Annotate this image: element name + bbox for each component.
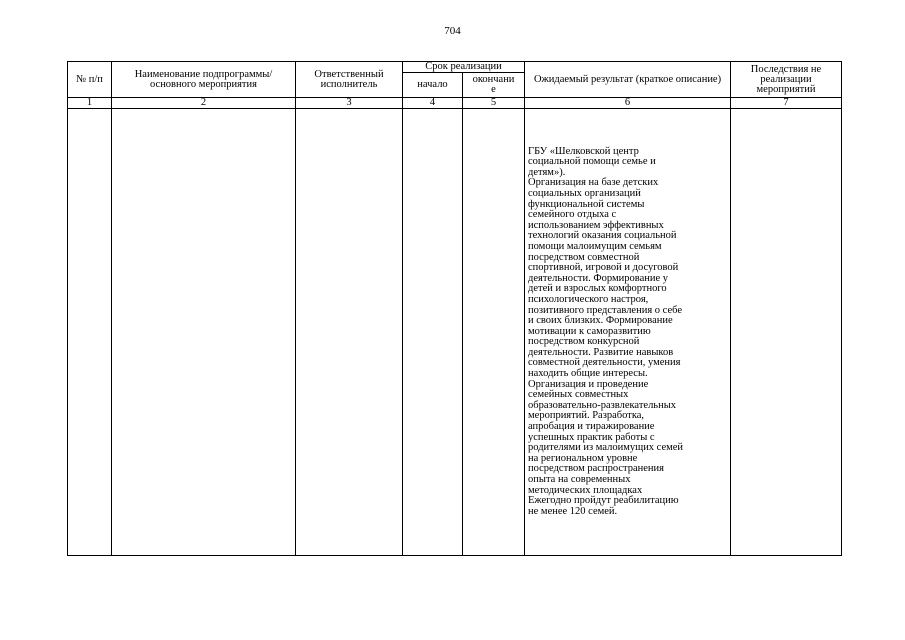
result-text-line: Организация и проведение <box>528 378 649 390</box>
result-text-line: не менее 120 семей. <box>528 505 618 517</box>
page-number: 704 <box>444 25 461 37</box>
cell-result <box>525 109 731 556</box>
result-text-line: находить общие интересы. <box>528 368 648 380</box>
header-end-line: е <box>491 84 496 95</box>
column-number: 2 <box>112 98 296 109</box>
cell-num <box>68 109 112 556</box>
result-text-line: позитивного представления о себе <box>528 304 682 316</box>
column-number: 3 <box>296 98 403 109</box>
result-text-line: опыта на современных <box>528 474 631 486</box>
result-text-line: апробация и тиражирование <box>528 421 655 433</box>
program-table <box>67 61 842 556</box>
result-text-line: социальных организаций <box>528 187 641 199</box>
result-text-line: использованием эффективных <box>528 219 664 231</box>
result-text-line: спортивной, игровой и досуговой <box>528 262 679 274</box>
column-number-row <box>68 98 842 109</box>
column-number: 4 <box>403 98 463 109</box>
result-text-line: посредством совместной <box>528 251 640 263</box>
result-text-line: психологического настроя, <box>528 293 649 305</box>
header-period: Срок реализации <box>403 62 525 73</box>
result-text-line: посредством конкурсной <box>528 336 640 348</box>
cell-start <box>403 109 463 556</box>
header-result: Ожидаемый результат (краткое описание) <box>525 62 731 98</box>
cell-executor <box>296 109 403 556</box>
result-text-line: деятельности. Развитие навыков <box>528 346 674 358</box>
result-text-line: функциональной системы <box>528 198 645 210</box>
result-text-line: Организация на базе детских <box>528 177 659 189</box>
result-text-line: детей и взрослых комфортного <box>528 283 667 295</box>
result-text-line: семейных совместных <box>528 389 629 401</box>
column-number: 1 <box>68 98 112 109</box>
result-text-line: деятельности. Формирование у <box>528 272 669 284</box>
header-end-line: окончани <box>472 74 515 85</box>
result-text-line: успешных практик работы с <box>528 431 655 443</box>
header-start: начало <box>403 73 463 98</box>
result-text-line: образовательно-развлекательных <box>528 399 677 411</box>
column-number: 5 <box>463 98 525 109</box>
result-text-line: совместной деятельности, умения <box>528 357 681 369</box>
result-text-line: и своих близких. Формирование <box>528 315 673 327</box>
column-number: 6 <box>525 98 731 109</box>
result-text-line: семейного отдыха с <box>528 209 617 221</box>
cell-consequences <box>731 109 842 556</box>
column-number: 7 <box>731 98 842 109</box>
table-row <box>68 109 842 556</box>
header-executor: Ответственный исполнитель <box>296 62 403 98</box>
header-consequences: Последствия не реализации мероприятий <box>731 62 842 98</box>
result-text-line: Ежегодно пройдут реабилитацию <box>528 495 679 507</box>
result-text-line: на региональном уровне <box>528 452 638 464</box>
result-text-line: ГБУ «Шелковской центр <box>528 145 639 157</box>
result-text-line: детям»). <box>528 166 566 178</box>
cell-name <box>112 109 296 556</box>
header-end <box>463 73 525 98</box>
result-text-line: технологий оказания социальной <box>528 230 677 242</box>
result-text-line: помощи малоимущим семьям <box>528 240 662 252</box>
header-name: Наименование подпрограммы/ основного мероприятия <box>112 62 296 98</box>
result-text-line: социальной помощи семье и <box>528 156 656 168</box>
result-text-line: мотивации к саморазвитию <box>528 325 651 337</box>
result-text-line: посредством распространения <box>528 463 664 475</box>
cell-end <box>463 109 525 556</box>
header-num: № п/п <box>68 62 112 98</box>
result-text-line: родителями из малоимущих семей <box>528 442 684 454</box>
result-text-line: методических площадках <box>528 484 643 496</box>
result-text-line: мероприятий. Разработка, <box>528 410 645 422</box>
